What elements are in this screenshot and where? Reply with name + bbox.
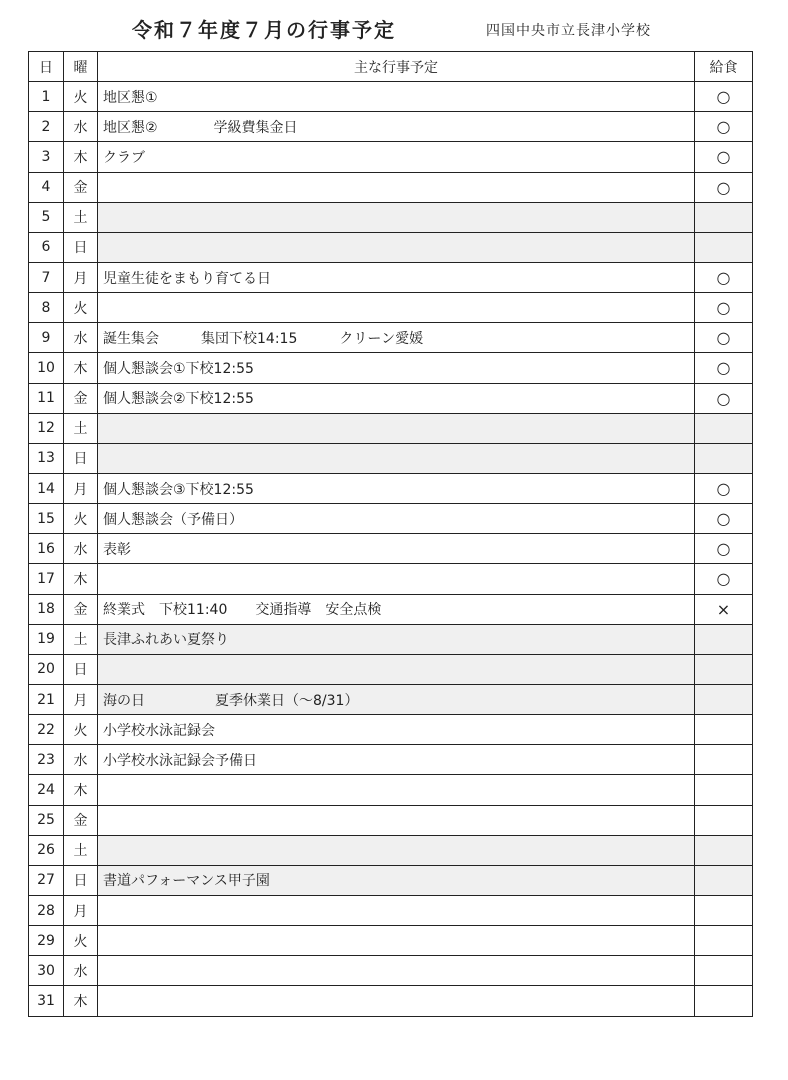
event-cell: 小学校水泳記録会 — [98, 715, 695, 745]
event-cell — [98, 805, 695, 835]
table-row — [29, 413, 753, 443]
day-cell: 16 — [29, 534, 64, 564]
weekday-cell: 土 — [64, 624, 98, 654]
weekday-cell: 日 — [64, 232, 98, 262]
table-row — [29, 684, 753, 714]
weekday-cell: 木 — [64, 986, 98, 1016]
lunch-cell — [695, 413, 753, 443]
event-cell — [98, 956, 695, 986]
day-cell: 31 — [29, 986, 64, 1016]
event-cell: 個人懇談会②下校12:55 — [98, 383, 695, 413]
lunch-cell — [695, 956, 753, 986]
day-cell: 22 — [29, 715, 64, 745]
lunch-cell — [695, 715, 753, 745]
table-row — [29, 82, 753, 112]
table-row — [29, 534, 753, 564]
weekday-cell: 金 — [64, 594, 98, 624]
lunch-cell — [695, 443, 753, 473]
weekday-cell: 水 — [64, 745, 98, 775]
day-cell: 10 — [29, 353, 64, 383]
day-cell: 14 — [29, 473, 64, 503]
weekday-cell: 火 — [64, 82, 98, 112]
lunch-cell — [695, 202, 753, 232]
lunch-cell — [695, 232, 753, 262]
weekday-cell: 木 — [64, 353, 98, 383]
event-cell: 小学校水泳記録会予備日 — [98, 745, 695, 775]
day-cell: 28 — [29, 895, 64, 925]
event-cell — [98, 895, 695, 925]
day-cell: 21 — [29, 684, 64, 714]
lunch-cell: ○ — [695, 383, 753, 413]
day-cell: 30 — [29, 956, 64, 986]
lunch-cell — [695, 745, 753, 775]
event-cell: 地区懇① — [98, 82, 695, 112]
lunch-cell — [695, 775, 753, 805]
day-cell: 23 — [29, 745, 64, 775]
table-row — [29, 473, 753, 503]
weekday-cell: 月 — [64, 473, 98, 503]
event-cell — [98, 835, 695, 865]
lunch-cell — [695, 835, 753, 865]
day-cell: 11 — [29, 383, 64, 413]
weekday-cell: 木 — [64, 775, 98, 805]
page-title: 令和７年度７月の行事予定 — [132, 18, 396, 42]
day-cell: 25 — [29, 805, 64, 835]
lunch-cell — [695, 986, 753, 1016]
lunch-cell: ○ — [695, 353, 753, 383]
lunch-cell: ○ — [695, 293, 753, 323]
table-row — [29, 564, 753, 594]
weekday-cell: 月 — [64, 684, 98, 714]
table-row — [29, 353, 753, 383]
weekday-cell: 日 — [64, 865, 98, 895]
weekday-cell: 土 — [64, 202, 98, 232]
event-cell: 書道パフォーマンス甲子園 — [98, 865, 695, 895]
table-row — [29, 895, 753, 925]
weekday-cell: 火 — [64, 926, 98, 956]
event-cell: 個人懇談会③下校12:55 — [98, 473, 695, 503]
day-cell: 5 — [29, 202, 64, 232]
table-row — [29, 654, 753, 684]
weekday-cell: 日 — [64, 443, 98, 473]
event-cell — [98, 986, 695, 1016]
event-cell: 個人懇談会（予備日） — [98, 504, 695, 534]
table-row — [29, 986, 753, 1016]
column-header-day: 日 — [29, 52, 64, 82]
table-row — [29, 835, 753, 865]
event-cell: 個人懇談会①下校12:55 — [98, 353, 695, 383]
day-cell: 6 — [29, 232, 64, 262]
lunch-cell: ○ — [695, 473, 753, 503]
table-row — [29, 232, 753, 262]
day-cell: 27 — [29, 865, 64, 895]
lunch-cell: ○ — [695, 112, 753, 142]
lunch-cell — [695, 624, 753, 654]
weekday-cell: 水 — [64, 112, 98, 142]
lunch-cell: ○ — [695, 564, 753, 594]
day-cell: 18 — [29, 594, 64, 624]
day-cell: 7 — [29, 262, 64, 292]
event-cell — [98, 564, 695, 594]
event-cell — [98, 775, 695, 805]
weekday-cell: 金 — [64, 805, 98, 835]
day-cell: 2 — [29, 112, 64, 142]
table-row — [29, 383, 753, 413]
event-cell — [98, 232, 695, 262]
lunch-cell: ○ — [695, 82, 753, 112]
table-row — [29, 926, 753, 956]
weekday-cell: 土 — [64, 413, 98, 443]
event-cell: 地区懇② 学級費集金日 — [98, 112, 695, 142]
table-row — [29, 202, 753, 232]
table-row — [29, 293, 753, 323]
table-row — [29, 715, 753, 745]
table-row — [29, 594, 753, 624]
event-cell — [98, 293, 695, 323]
day-cell: 4 — [29, 172, 64, 202]
event-cell — [98, 202, 695, 232]
event-cell: 長津ふれあい夏祭り — [98, 624, 695, 654]
weekday-cell: 月 — [64, 895, 98, 925]
weekday-cell: 木 — [64, 564, 98, 594]
lunch-cell: × — [695, 594, 753, 624]
table-row — [29, 443, 753, 473]
school-name: 四国中央市立長津小学校 — [486, 23, 651, 39]
day-cell: 9 — [29, 323, 64, 353]
weekday-cell: 火 — [64, 504, 98, 534]
lunch-cell: ○ — [695, 142, 753, 172]
table-row — [29, 262, 753, 292]
header-row — [29, 52, 753, 82]
event-cell: クラブ — [98, 142, 695, 172]
weekday-cell: 月 — [64, 262, 98, 292]
lunch-cell — [695, 684, 753, 714]
table-row — [29, 745, 753, 775]
table-row — [29, 504, 753, 534]
day-cell: 19 — [29, 624, 64, 654]
table-row — [29, 805, 753, 835]
day-cell: 1 — [29, 82, 64, 112]
lunch-cell — [695, 865, 753, 895]
day-cell: 24 — [29, 775, 64, 805]
weekday-cell: 金 — [64, 383, 98, 413]
day-cell: 3 — [29, 142, 64, 172]
event-cell — [98, 654, 695, 684]
weekday-cell: 土 — [64, 835, 98, 865]
lunch-cell: ○ — [695, 262, 753, 292]
table-row — [29, 172, 753, 202]
weekday-cell: 火 — [64, 293, 98, 323]
event-cell: 誕生集会 集団下校14:15 クリーン愛媛 — [98, 323, 695, 353]
table-row — [29, 865, 753, 895]
column-header-weekday: 曜 — [64, 52, 98, 82]
lunch-cell: ○ — [695, 172, 753, 202]
lunch-cell: ○ — [695, 534, 753, 564]
table-row — [29, 624, 753, 654]
event-cell — [98, 413, 695, 443]
event-cell: 終業式 下校11:40 交通指導 安全点検 — [98, 594, 695, 624]
weekday-cell: 水 — [64, 534, 98, 564]
weekday-cell: 日 — [64, 654, 98, 684]
table-row — [29, 775, 753, 805]
lunch-cell: ○ — [695, 504, 753, 534]
lunch-cell: ○ — [695, 323, 753, 353]
day-cell: 13 — [29, 443, 64, 473]
table-row — [29, 323, 753, 353]
day-cell: 29 — [29, 926, 64, 956]
event-cell — [98, 172, 695, 202]
lunch-cell — [695, 654, 753, 684]
event-cell — [98, 443, 695, 473]
event-cell — [98, 926, 695, 956]
day-cell: 17 — [29, 564, 64, 594]
day-cell: 15 — [29, 504, 64, 534]
event-cell: 児童生徒をまもり育てる日 — [98, 262, 695, 292]
day-cell: 12 — [29, 413, 64, 443]
schedule-table — [28, 51, 753, 1017]
column-header-event: 主な行事予定 — [98, 52, 695, 82]
lunch-cell — [695, 926, 753, 956]
weekday-cell: 水 — [64, 323, 98, 353]
weekday-cell: 金 — [64, 172, 98, 202]
table-row — [29, 142, 753, 172]
weekday-cell: 木 — [64, 142, 98, 172]
weekday-cell: 火 — [64, 715, 98, 745]
weekday-cell: 水 — [64, 956, 98, 986]
event-cell: 表彰 — [98, 534, 695, 564]
table-row — [29, 112, 753, 142]
day-cell: 26 — [29, 835, 64, 865]
event-cell: 海の日 夏季休業日（～8/31） — [98, 684, 695, 714]
day-cell: 8 — [29, 293, 64, 323]
day-cell: 20 — [29, 654, 64, 684]
table-row — [29, 956, 753, 986]
column-header-lunch: 給食 — [695, 52, 753, 82]
lunch-cell — [695, 895, 753, 925]
lunch-cell — [695, 805, 753, 835]
